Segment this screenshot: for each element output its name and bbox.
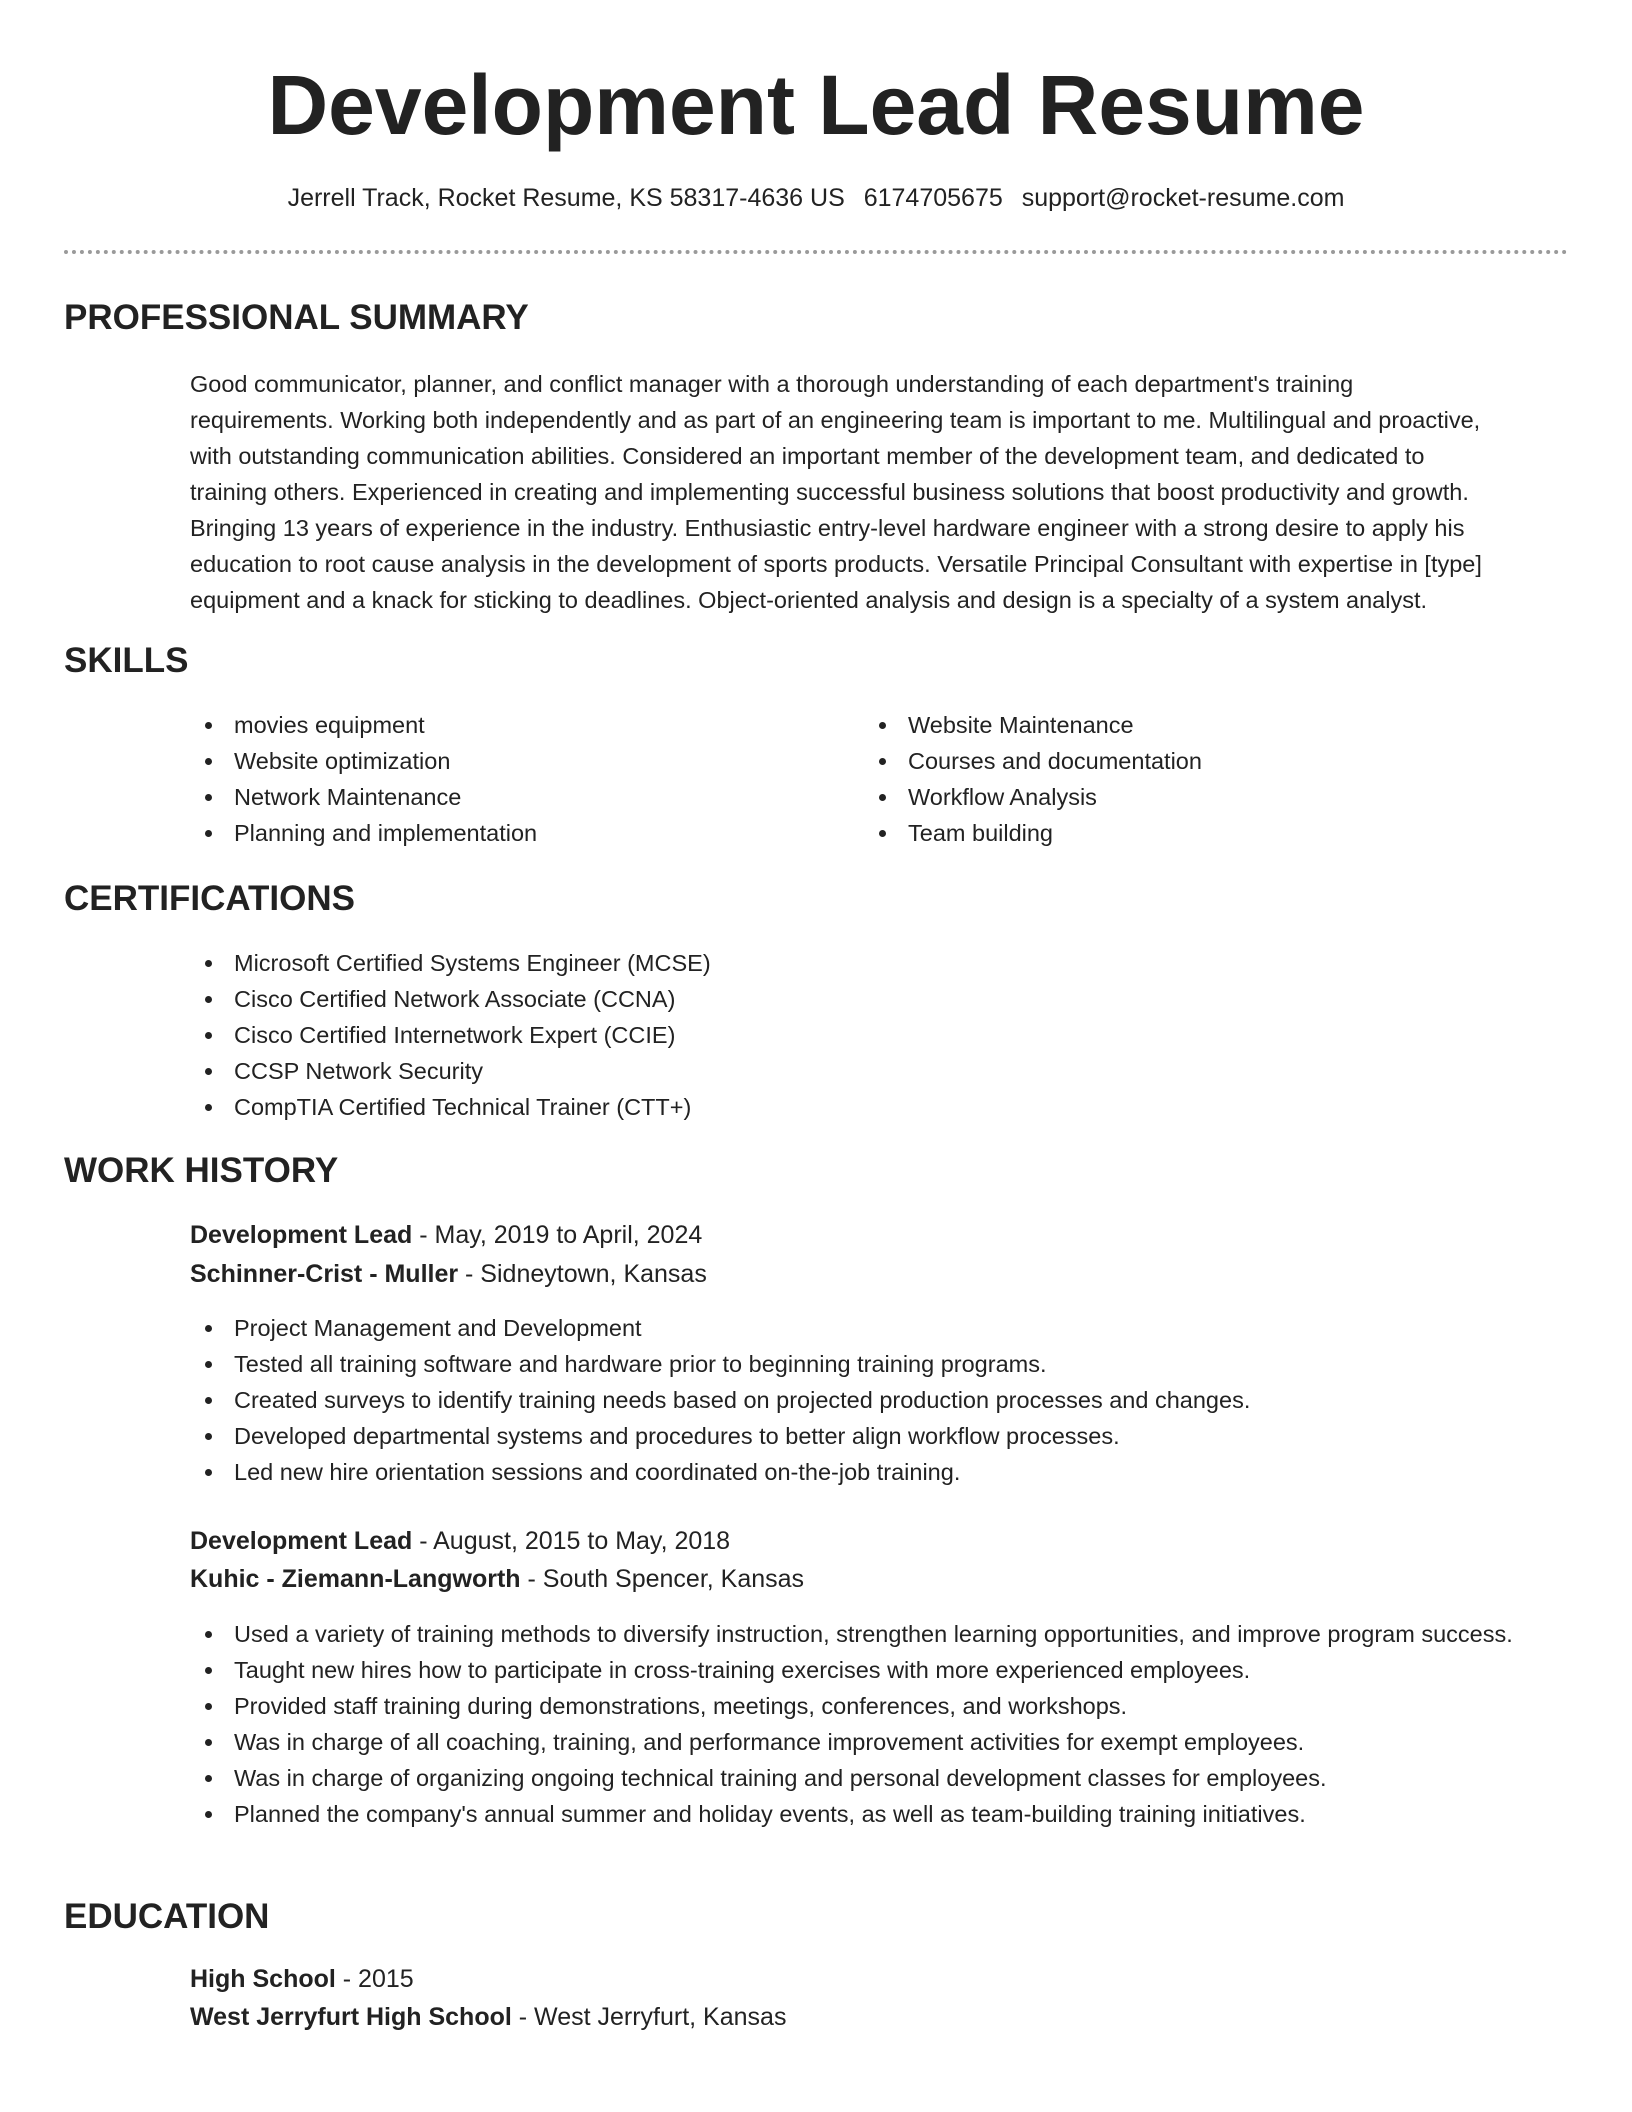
education-year: - 2015: [335, 1965, 414, 1993]
skill-item: Network Maintenance: [190, 779, 830, 815]
job-bullet: Provided staff training during demonstrations, meetings, conferences, and workshops.: [190, 1688, 1530, 1724]
job-dates: - August, 2015 to May, 2018: [412, 1527, 731, 1555]
job-role: Development Lead: [190, 1221, 413, 1249]
header-divider: [64, 250, 1568, 254]
job-bullet: Was in charge of organizing ongoing technical training and personal development classes for employees.: [190, 1760, 1530, 1796]
job-bullet: Created surveys to identify training needs based on projected production processes and changes.: [190, 1382, 1560, 1418]
certifications-list: [190, 945, 1490, 1125]
resume-title: Development Lead Resume: [267, 58, 1365, 152]
job-bullet: Taught new hires how to participate in cross-training exercises with more experienced employees.: [190, 1652, 1530, 1688]
skill-item: Website optimization: [190, 743, 830, 779]
summary-text: [190, 366, 1570, 618]
education-degree-line: [190, 1960, 414, 1998]
education-location: - West Jerryfurt, Kansas: [511, 2003, 787, 2031]
section-title-work-history: WORK HISTORY: [64, 1151, 339, 1190]
certification-item: CompTIA Certified Technical Trainer (CTT+): [190, 1089, 1490, 1125]
certification-item: Microsoft Certified Systems Engineer (MCSE): [190, 945, 1490, 981]
section-title-skills: SKILLS: [64, 641, 189, 680]
skill-item: Courses and documentation: [864, 743, 1524, 779]
job-location: - South Spencer, Kansas: [520, 1565, 805, 1593]
job-role: Development Lead: [190, 1527, 413, 1555]
skill-item: Website Maintenance: [864, 707, 1524, 743]
certification-item: Cisco Certified Internetwork Expert (CCIE): [190, 1017, 1490, 1053]
job-bullet: Was in charge of all coaching, training, and performance improvement activities for exempt employees.: [190, 1724, 1530, 1760]
education-degree: High School: [190, 1965, 336, 1993]
job-1-title-line: [190, 1216, 702, 1254]
job-company: Kuhic - Ziemann-Langworth: [190, 1565, 521, 1593]
job-2-company-line: [190, 1560, 804, 1598]
job-2-bullets: [190, 1616, 1530, 1832]
contact-phone: 6174705675: [863, 184, 1003, 212]
summary-line: training others. Experienced in creating and implementing successful business solutions that boost productivity and growth.: [190, 479, 1469, 505]
summary-line: Good communicator, planner, and conflict manager with a thorough understanding of each department's training: [190, 371, 1354, 397]
certification-item: CCSP Network Security: [190, 1053, 1490, 1089]
job-bullet: Planned the company's annual summer and holiday events, as well as team-building training initiatives.: [190, 1796, 1530, 1832]
summary-line: Bringing 13 years of experience in the industry. Enthusiastic entry-level hardware engineer with a strong desire to apply his: [190, 515, 1465, 541]
skills-list-left: [190, 707, 830, 851]
education-school-line: [190, 1998, 786, 2036]
education-school: West Jerryfurt High School: [190, 2003, 512, 2031]
skill-item: Workflow Analysis: [864, 779, 1524, 815]
summary-line: equipment and a knack for sticking to deadlines. Object-oriented analysis and design is a specialty of a system analyst.: [190, 587, 1428, 613]
job-2-title-line: [190, 1522, 730, 1560]
job-bullet: Developed departmental systems and procedures to better align workflow processes.: [190, 1418, 1560, 1454]
job-bullet: Project Management and Development: [190, 1310, 1560, 1346]
summary-line: with outstanding communication abilities. Considered an important member of the development team, and dedicated to: [190, 443, 1425, 469]
job-dates: - May, 2019 to April, 2024: [412, 1221, 703, 1249]
contact-address: Jerrell Track, Rocket Resume, KS 58317-4636 US: [287, 184, 845, 212]
certification-item: Cisco Certified Network Associate (CCNA): [190, 981, 1490, 1017]
summary-line: education to root cause analysis in the development of sports products. Versatile Principal Consultant with expertise in [type]: [190, 551, 1482, 577]
summary-line: requirements. Working both independently and as part of an engineering team is important to me. Multilingual and proactive,: [190, 407, 1481, 433]
section-title-summary: PROFESSIONAL SUMMARY: [64, 298, 529, 337]
skill-item: Team building: [864, 815, 1524, 851]
skills-list-right: [864, 707, 1524, 851]
job-bullet: Led new hire orientation sessions and coordinated on-the-job training.: [190, 1454, 1560, 1490]
job-bullet: Used a variety of training methods to diversify instruction, strengthen learning opportunities, and improve program success.: [190, 1616, 1530, 1652]
job-bullet: Tested all training software and hardware prior to beginning training programs.: [190, 1346, 1560, 1382]
skill-item: Planning and implementation: [190, 815, 830, 851]
contact-email: support@rocket-resume.com: [1021, 184, 1345, 212]
job-location: - Sidneytown, Kansas: [458, 1260, 707, 1288]
section-title-education: EDUCATION: [64, 1897, 270, 1936]
section-title-certifications: CERTIFICATIONS: [64, 879, 356, 918]
job-1-company-line: [190, 1255, 707, 1293]
contact-line: [0, 180, 1632, 216]
job-1-bullets: [190, 1310, 1560, 1490]
job-company: Schinner-Crist - Muller: [190, 1260, 459, 1288]
skill-item: movies equipment: [190, 707, 830, 743]
